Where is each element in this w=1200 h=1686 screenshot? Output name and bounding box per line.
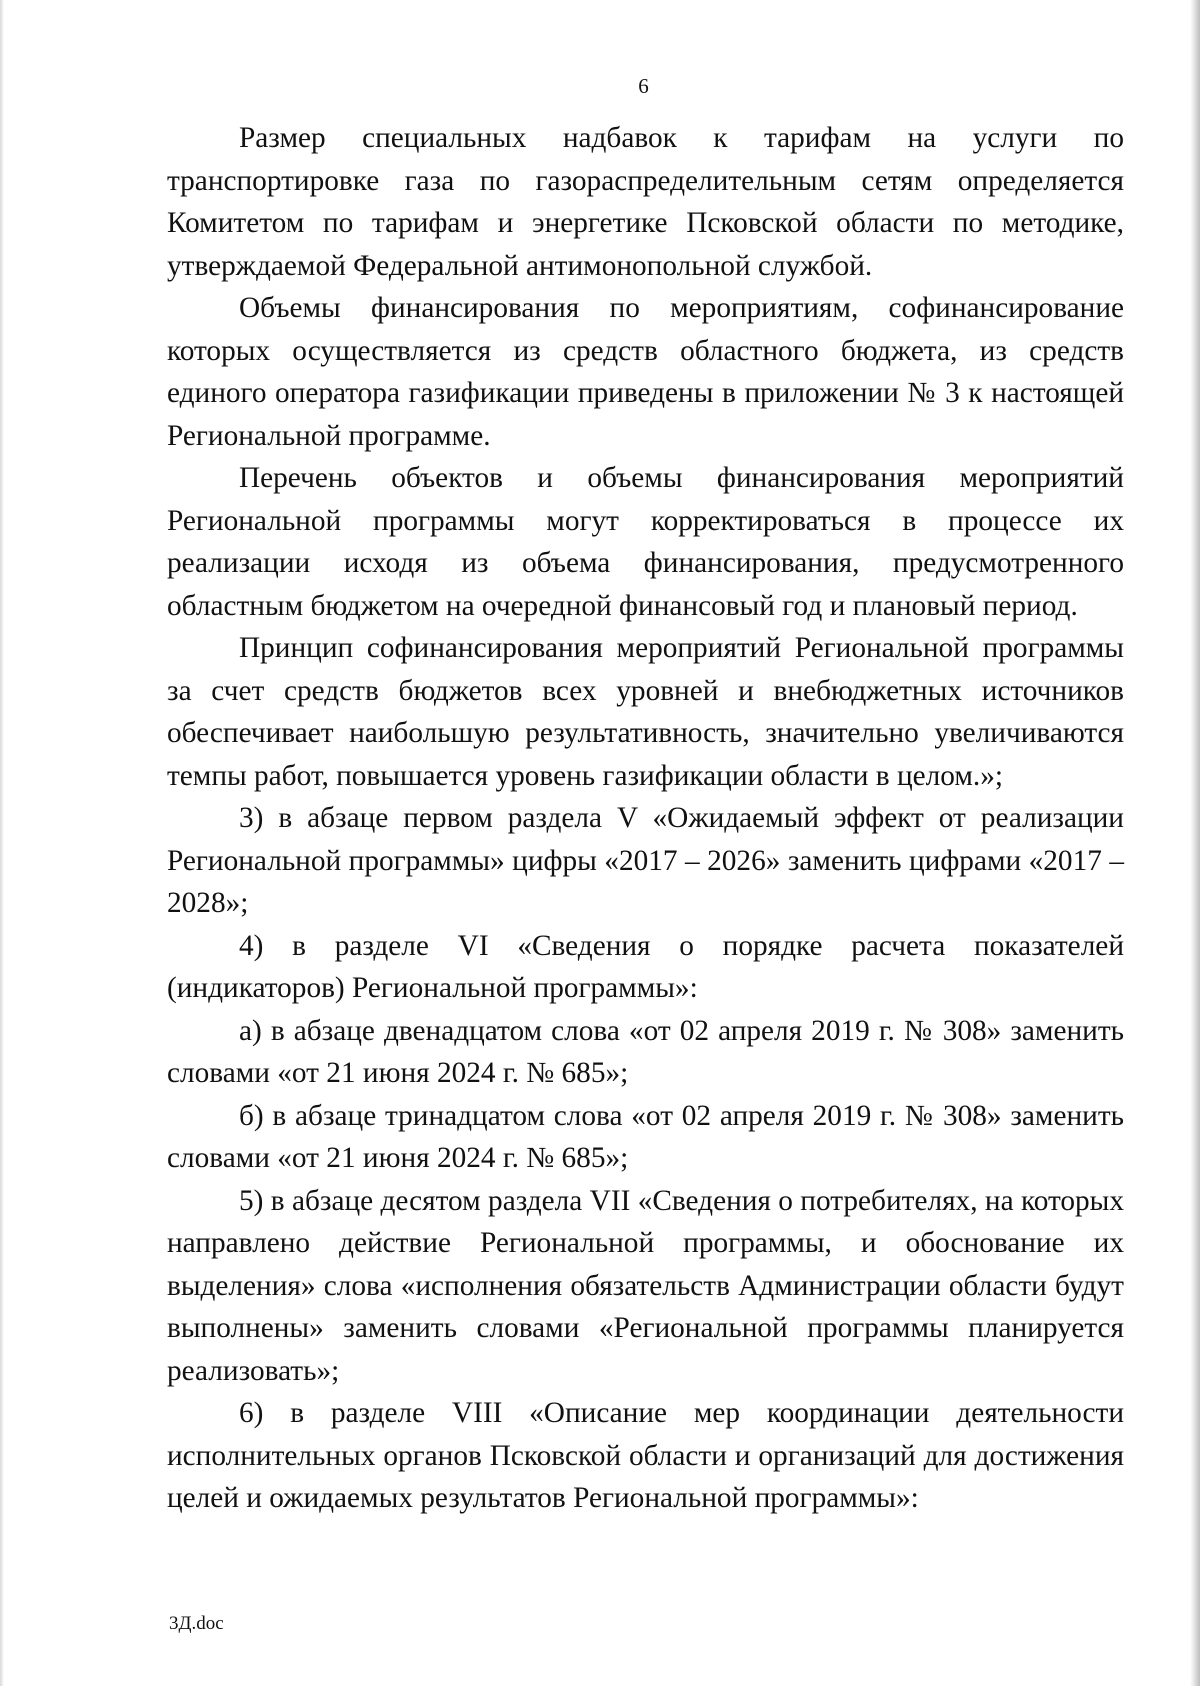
footer-filename: 3Д.doc: [169, 1613, 224, 1634]
paragraph: Перечень объектов и объемы финансирования мероприятий Региональной программы могут корректироваться в процессе их реализации исходя из объема финансирования, предусмотренного областным бюджетом на очередной финансовый год и плановый период.: [167, 462, 1124, 622]
paragraph: 3) в абзаце первом раздела V «Ожидаемый эффект от реализации Региональной программы» цифры «2017 – 2026» заменить цифрами «2017 – 2028»;: [167, 802, 1124, 919]
paragraph: Принцип софинансирования мероприятий Региональной программы за счет средств бюджетов всех уровней и внебюджетных источников обеспечивает наибольшую результативность, значительно увеличиваются темпы работ, повышается уровень газификации области в целом.»;: [167, 632, 1124, 792]
paragraph: б) в абзаце тринадцатом слова «от 02 апреля 2019 г. № 308» заменить словами «от 21 июня 2024 г. № 685»;: [167, 1099, 1124, 1174]
document-body: [167, 117, 1124, 1520]
paragraph: 6) в разделе VIII «Описание мер координации деятельности исполнительных органов Псковской области и организаций для достижения целей и ожидаемых результатов Региональной программы»:: [167, 1397, 1124, 1514]
paragraph: Размер специальных надбавок к тарифам на услуги по транспортировке газа по газораспределительным сетям определяется Комитетом по тарифам и энергетике Псковской области по методике, утверждаемой Федеральной антимонопольной службой.: [167, 122, 1124, 282]
paragraph: Объемы финансирования по мероприятиям, софинансирование которых осуществляется из средств областного бюджета, из средств единого оператора газификации приведены в приложении № 3 к настоящей Региональной программе.: [167, 292, 1124, 452]
scan-edge-left: [0, 0, 4, 1686]
scan-edge-right: [1190, 0, 1200, 1686]
paragraph: а) в абзаце двенадцатом слова «от 02 апреля 2019 г. № 308» заменить словами «от 21 июня 2024 г. № 685»;: [167, 1014, 1124, 1089]
paragraph: 5) в абзаце десятом раздела VII «Сведения о потребителях, на которых направлено действие Региональной программы, и обоснование их выделения» слова «исполнения обязательств Администрации области будут выполнены» заменить словами «Региональной программы планируется реализовать»;: [167, 1184, 1124, 1387]
paragraph: 4) в разделе VI «Сведения о порядке расчета показателей (индикаторов) Региональной программы»:: [167, 929, 1124, 1004]
page-number: 6: [638, 74, 649, 98]
